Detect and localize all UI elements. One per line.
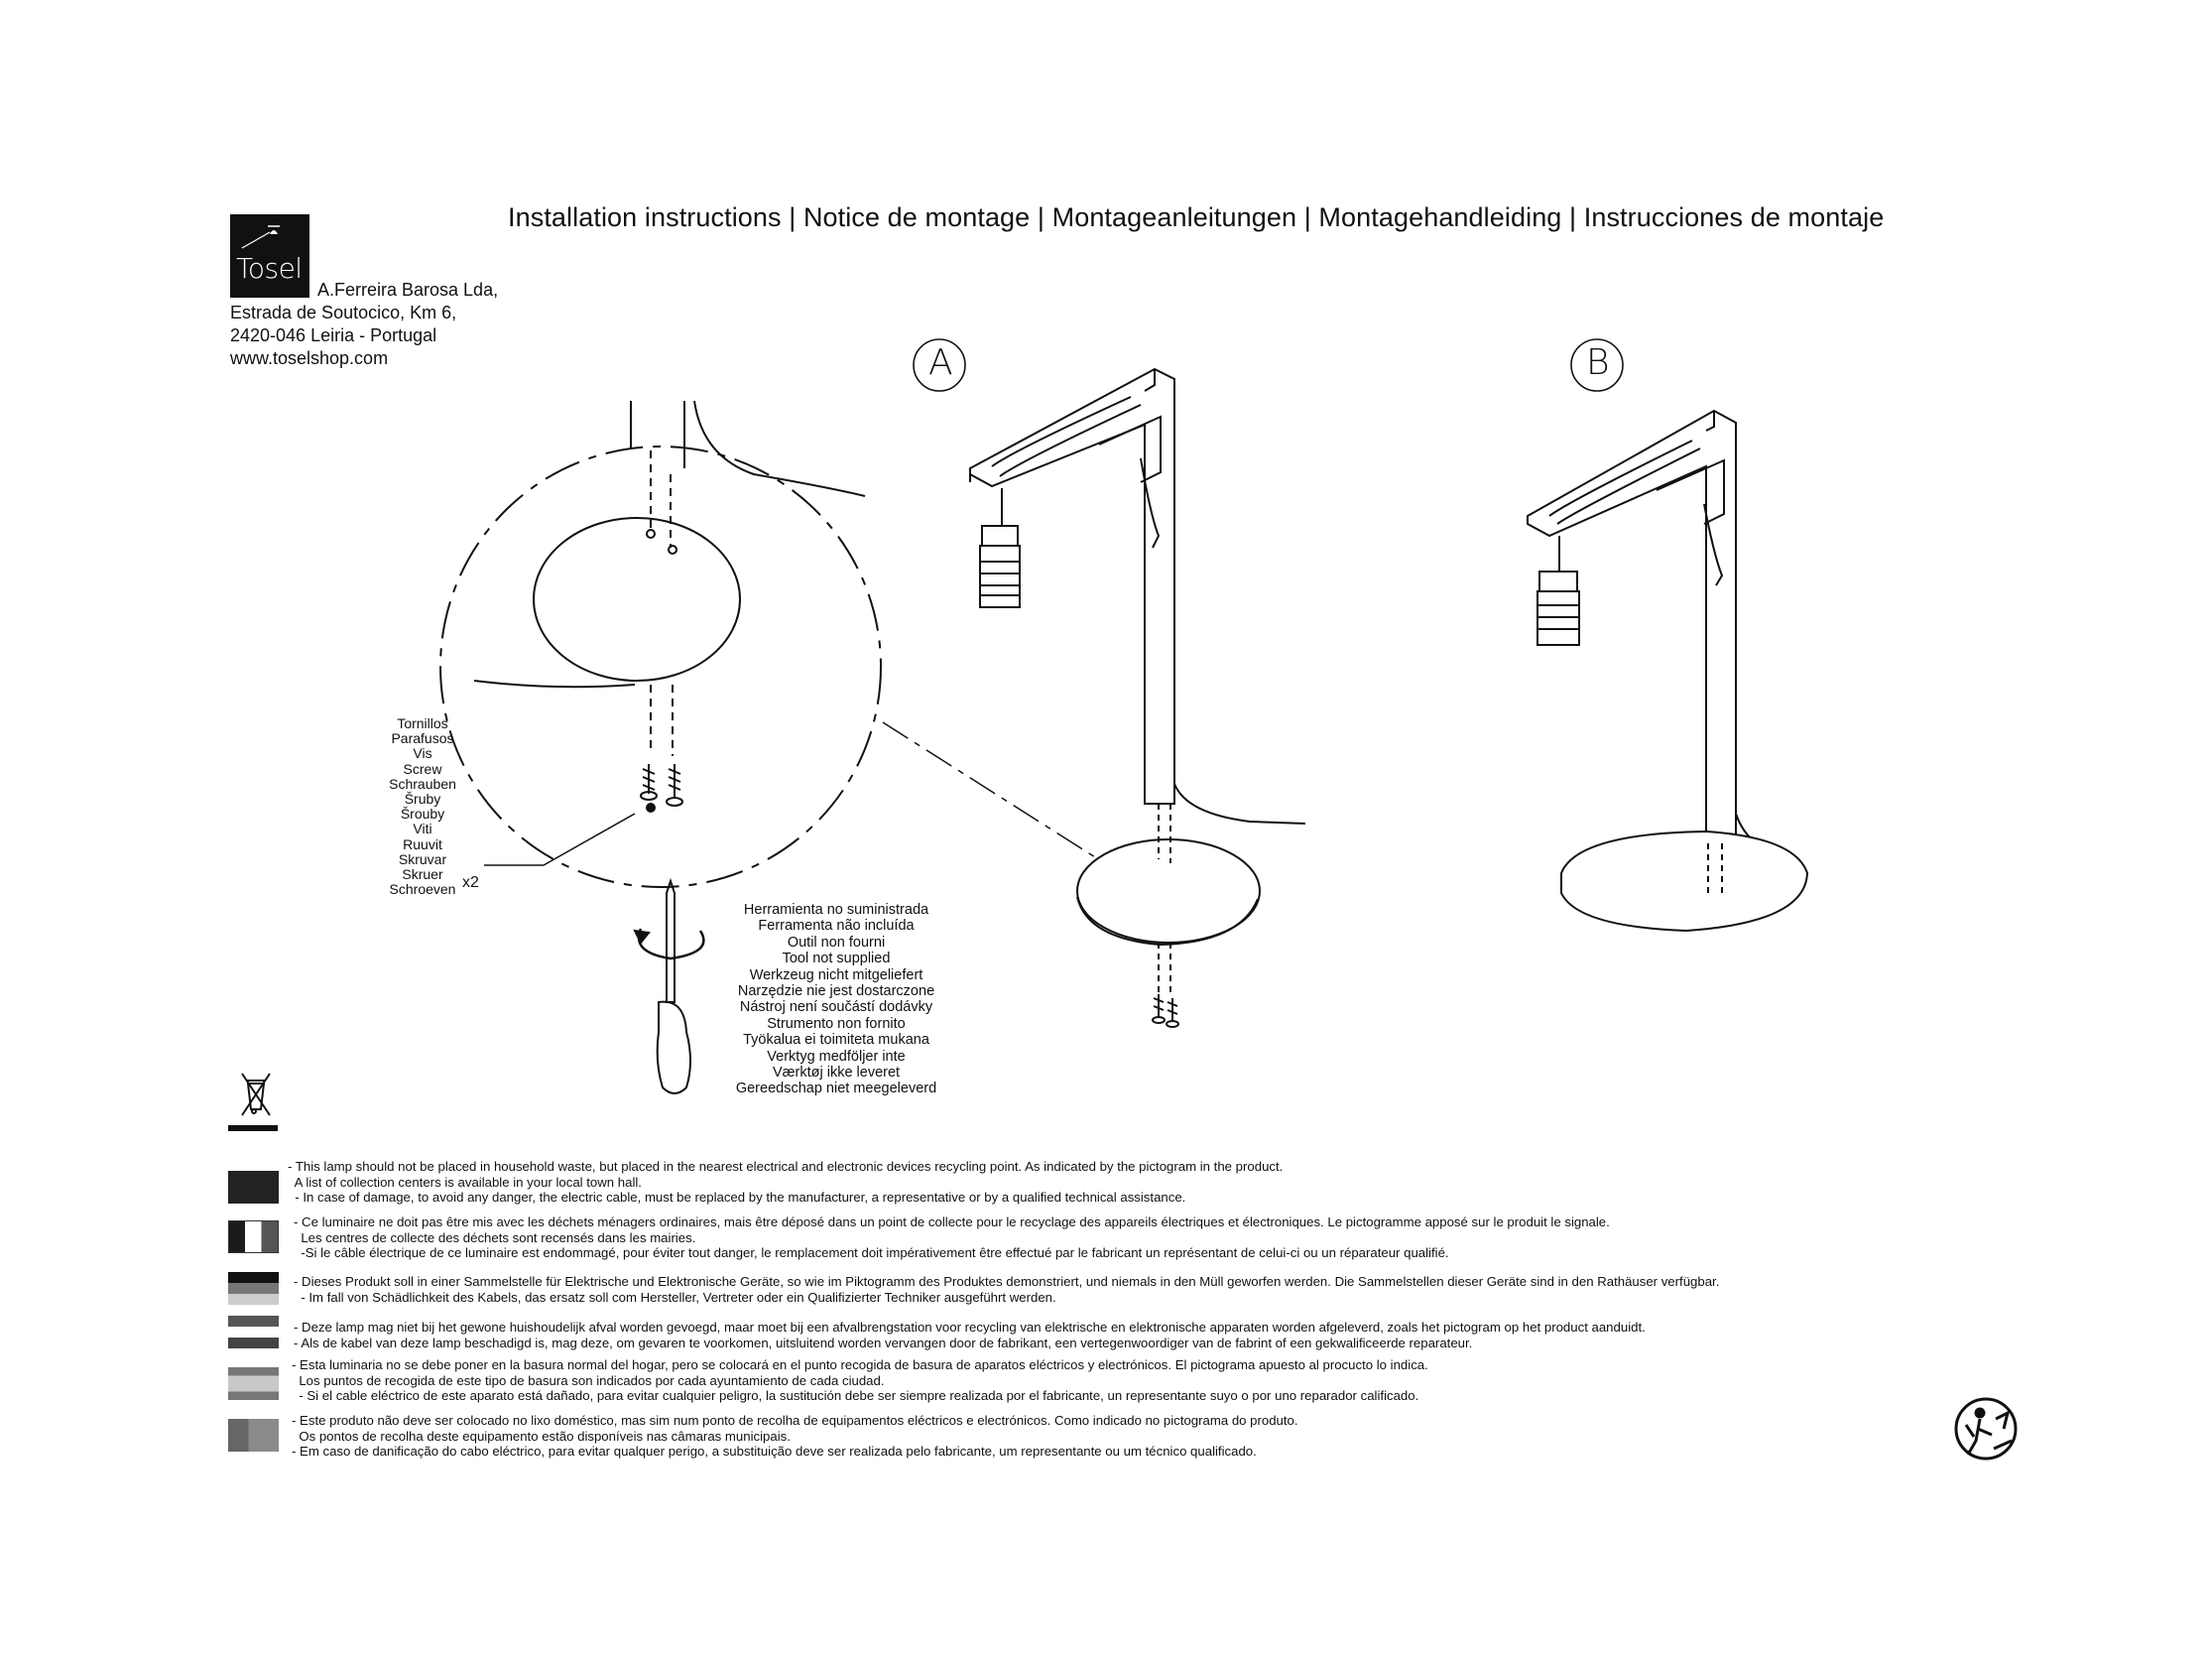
tool-label-line: Ferramenta não incluída: [758, 918, 915, 935]
note-line: - In case of damage, to avoid any danger, the electric cable, must be replaced by the manufacturer, a representative or by a qualified technical assistance.: [288, 1190, 1186, 1206]
address-line: Estrada de Soutocico, Km 6,: [230, 303, 457, 322]
triman-recycling-icon: [1956, 1399, 2016, 1459]
flag-es: [228, 1367, 279, 1400]
note-line: - Deze lamp mag niet bij het gewone huishoudelijk afval worden gevoegd, maar moet bij een afvalbrengstation voor recycling van elektrische en elektronische apparaten worden afgeleverd, zoals het pictogram op het product aanduidt.: [294, 1320, 1646, 1335]
screws-label: [353, 716, 492, 897]
disposal-note-de: [294, 1274, 1719, 1305]
tool-label-line: Værktøj ikke leveret: [772, 1065, 901, 1082]
screws-label-line: Schrauben: [389, 775, 456, 792]
note-line: - Als de kabel van deze lamp beschadigd is, mag deze, om gevaren te voorkomen, uitsluitend worden vervangen door de fabrikant, een vertegenwoordiger van de fabrint of een gekwalificeerde reparateur.: [294, 1335, 1473, 1350]
note-line: - Dieses Produkt soll in einer Sammelstelle für Elektrische und Elektronische Geräte, so wie im Piktogramm des Produktes demonstriert, und niemals in den Müll geworfen werden. Die Sammelstellen dieser Geräte sind in den Rathäuser verfügbar.: [294, 1274, 1720, 1289]
screws-label-line: Ruuvit: [403, 835, 442, 852]
tool-label-line: Verktyg medföljer inte: [767, 1048, 906, 1065]
view-a-label: A: [928, 342, 953, 383]
screwdriver-icon: [635, 881, 703, 1093]
screw-icon: [641, 764, 657, 800]
note-line: - Este produto não deve ser colocado no lixo doméstico, mas sim num ponto de recolha de equipamentos eléctricos e electrónicos. Como indicado no pictograma do produto.: [292, 1413, 1298, 1428]
screw-icon: [1167, 998, 1178, 1027]
note-line: A list of collection centers is available in your local town hall.: [288, 1174, 642, 1190]
tool-label-line: Nástroj není součástí dodávky: [739, 999, 933, 1016]
note-line: - Esta luminaria no se debe poner en la basura normal del hogar, pero se colocará en el punto recogida de basura de aparatos eléctricos y electrónicos. El pictograma apuesto al procucto lo indica.: [292, 1357, 1428, 1372]
screws-label-line: Šruby: [404, 791, 441, 808]
tool-label-line: Werkzeug nicht mitgeliefert: [749, 966, 923, 983]
note-line: - Si el cable eléctrico de este aparato está dañado, para evitar cualquier peligro, la sustitución debe ser siempre realizada por el fabricante, un representante suyo o por uno reparador calificado.: [292, 1388, 1419, 1404]
note-line: - Im fall von Schädlichkeit des Kabels, das ersatz soll com Hersteller, Vertreter oder ein Qualifizierter Techniker ausgeführt werden.: [294, 1289, 1056, 1305]
lamp-a-drawing: [970, 369, 1305, 1027]
detail-magnifier: [440, 401, 881, 887]
screws-label-line: Tornillos: [397, 715, 448, 731]
note-line: - Em caso de danificação do cabo eléctrico, para evitar qualquer perigo, a substituição deve ser realizada pelo fabricante, um representante ou um técnico qualificado.: [292, 1444, 1257, 1460]
tool-label-line: Työkalua ei toimiteta mukana: [743, 1032, 929, 1049]
screws-label-line: Parafusos: [391, 730, 454, 747]
disposal-note-en: [288, 1159, 1283, 1206]
screws-quantity: x2: [462, 874, 479, 891]
address-line: 2420-046 Leiria - Portugal: [230, 325, 437, 345]
tool-label-line: Tool not supplied: [782, 951, 891, 967]
tool-label-line: Narzędzie nie jest dostarczone: [737, 983, 935, 1000]
address-line[interactable]: www.toselshop.com: [230, 348, 389, 368]
screws-label-line: Skruvar: [398, 850, 447, 867]
screw-icon: [1153, 994, 1165, 1023]
address-line: A.Ferreira Barosa Lda,: [317, 280, 499, 300]
lamp-b-drawing: [1528, 411, 1807, 931]
crossed-bin-icon: [228, 1074, 278, 1131]
screws-label-line: Vis: [413, 745, 432, 762]
disposal-note-nl: [294, 1320, 1646, 1350]
tool-label-line: Strumento non fornito: [767, 1015, 906, 1032]
tool-label-line: Gereedschap niet meegeleverd: [735, 1081, 937, 1097]
tool-not-supplied-label: [722, 902, 950, 1097]
flag-nl: [228, 1316, 279, 1348]
note-line: -Si le câble électrique de ce luminaire est endommagé, pour éviter tout danger, le remplacement doit impérativement être effectué par le fabricant un représentant de celui-ci ou un réparateur qualifié.: [294, 1245, 1449, 1261]
note-line: - Ce luminaire ne doit pas être mis avec les déchets ménagers ordinaires, mais être déposé dans un point de collecte pour le recyclage des appareils électriques et électroniques. Le pictogramme apposé sur le produit le signale.: [294, 1214, 1610, 1229]
screw-icon: [667, 764, 682, 806]
brand-name: Tosel: [236, 252, 303, 285]
disposal-note-fr: [294, 1214, 1610, 1261]
flag-de: [228, 1272, 279, 1305]
note-line: Les centres de collecte des déchets sont recensés dans les mairies.: [294, 1229, 696, 1245]
tool-label-line: Herramienta no suministrada: [743, 902, 929, 918]
view-b-label: B: [1586, 342, 1610, 383]
flag-pt: [228, 1419, 279, 1452]
disposal-note-es: [292, 1357, 1428, 1404]
screws-label-line: Šrouby: [400, 806, 445, 823]
screws-label-line: Viti: [413, 821, 432, 837]
note-line: - This lamp should not be placed in household waste, but placed in the nearest electrical and electronic devices recycling point. As indicated by the pictogram in the product.: [288, 1159, 1284, 1174]
flag-uk: [228, 1171, 279, 1204]
screws-label-line: Schroeven: [389, 881, 456, 898]
page-title: Installation instructions | Notice de montage | Montageanleitungen | Montagehandleiding | Instrucciones de montaje: [508, 202, 1885, 232]
note-line: Los puntos de recogida de este tipo de basura son indicados por cada ayuntamiento de cada ciudad.: [292, 1372, 885, 1388]
flag-fr: [228, 1220, 279, 1253]
screws-label-line: Skruer: [402, 866, 443, 883]
tool-label-line: Outil non fourni: [787, 934, 886, 951]
disposal-note-pt: [292, 1413, 1298, 1460]
note-line: Os pontos de recolha deste equipamento estão disponíveis nas câmaras municipais.: [292, 1428, 791, 1444]
screws-label-line: Screw: [403, 760, 442, 777]
